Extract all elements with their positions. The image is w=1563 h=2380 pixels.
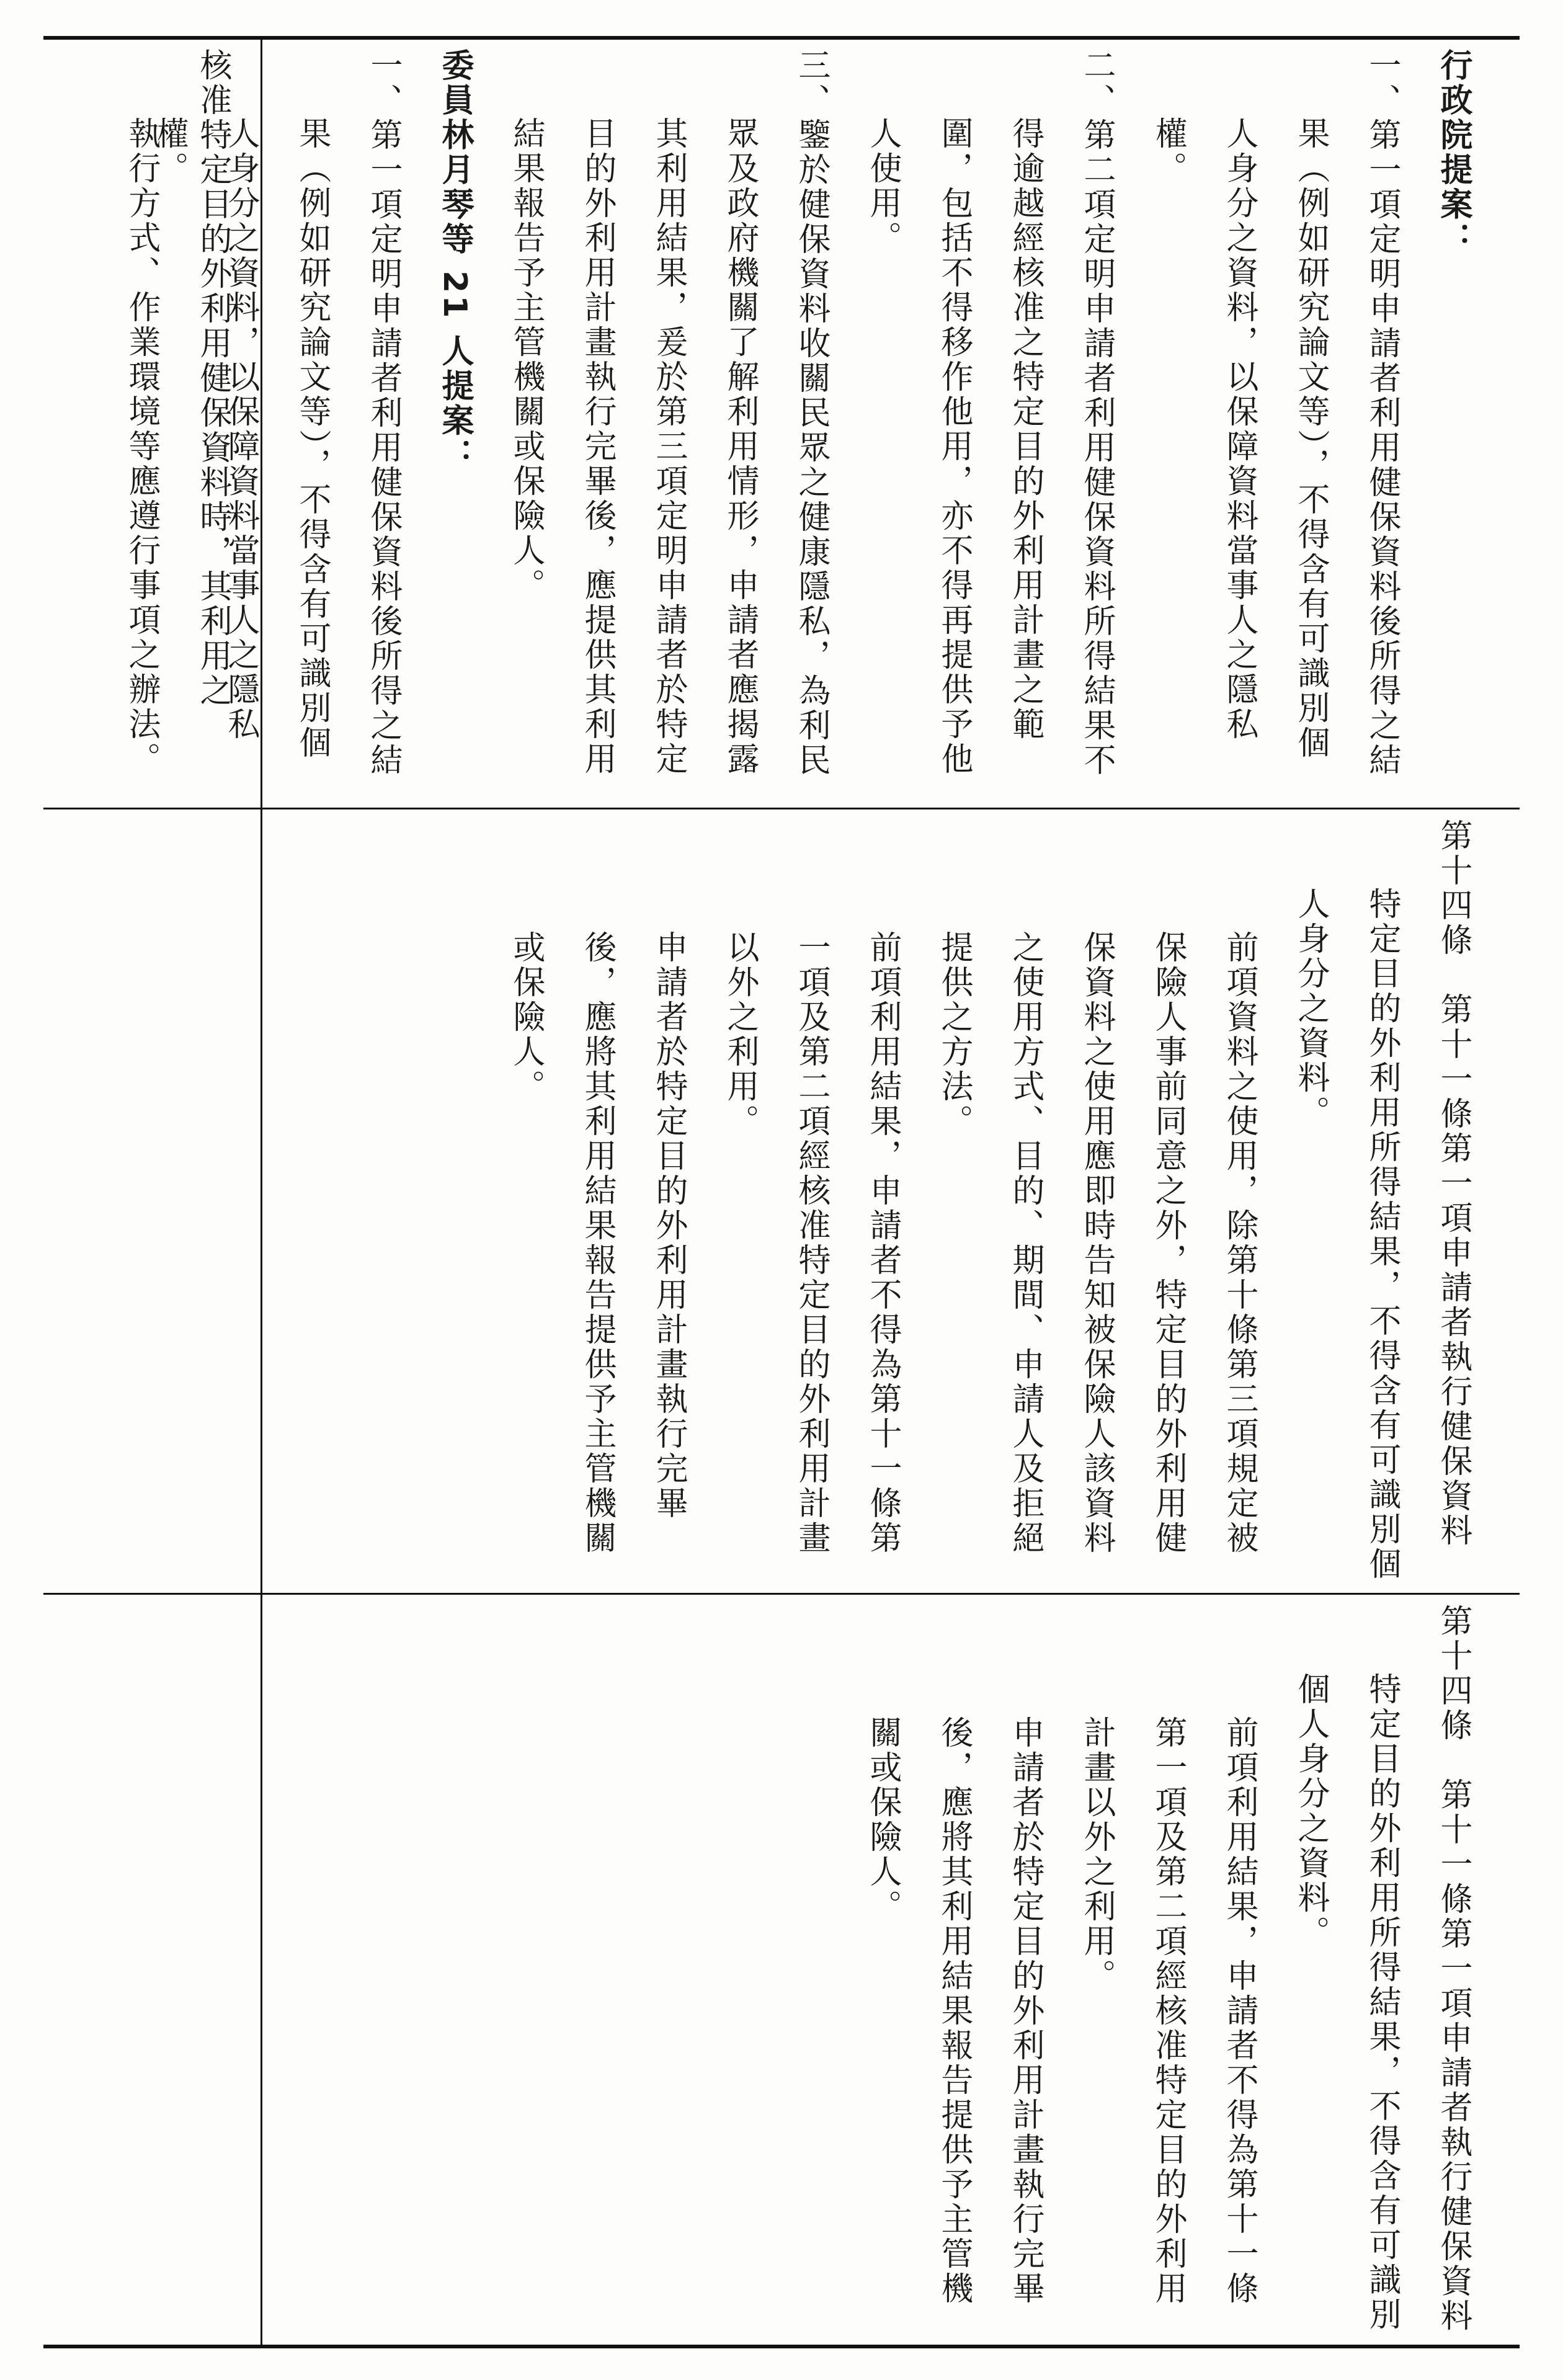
proposed-text-column bbox=[273, 819, 1489, 1582]
member-item: 一、第一項定明申請者利用健保資料後所得之結果（例如研究論文等），不得含有可識別個人身分之資料，以保障資料當事人之隱私權。 bbox=[151, 48, 402, 778]
table-top-rule bbox=[43, 36, 1520, 40]
exec-item: 一、第一項定明申請者利用健保資料後所得之結果（例如研究論文等），不得含有可識別個人身分之資料，以保障資料當事人之隱私權。 bbox=[1149, 48, 1400, 778]
exec-heading: 行政院提案： bbox=[1435, 48, 1472, 257]
proposed-paragraph: 前項資料之使用，除第十條第三項規定被保險人事前同意之外，特定目的外利用健保資料之使用應即時告知被保險人該資料之使用方式、目的、期間、申請人及拒絕提供之方法。 bbox=[935, 930, 1258, 1556]
current-paragraph: 前項利用結果，申請者不得為第十一條第一項及第二項經核准特定目的外利用計畫以外之利用。 bbox=[1078, 1716, 1258, 2306]
proposed-paragraph: 第十四條 第十一條第一項申請者執行健保資料特定目的外利用所得結果，不得含有可識別個人身分之資料。 bbox=[1292, 819, 1472, 1582]
current-text-column bbox=[273, 1604, 1489, 2336]
proposed-paragraph: 前項利用結果，申請者不得為第十一條第一項及第二項經核准特定目的外利用計畫以外之利用。 bbox=[721, 930, 901, 1556]
member-heading: 委員林月琴等 21 人提案： bbox=[436, 48, 473, 473]
table-header-rule bbox=[43, 808, 1520, 809]
current-paragraph: 第十四條 第十一條第一項申請者執行健保資料特定目的外利用所得結果，不得含有可識別個人身分之資料。 bbox=[1292, 1604, 1472, 2333]
current-paragraph: 申請者於特定目的外利用計畫執行完畢後，應將其利用結果報告提供予主管機關或保險人。 bbox=[864, 1716, 1044, 2306]
proposed-paragraph: 申請者於特定目的外利用計畫執行完畢後，應將其利用結果報告提供予主管機關或保險人。 bbox=[507, 930, 687, 1556]
text-line: 核准特定目的外利用健保資料時，其利用之 bbox=[194, 48, 231, 708]
table-footer-rule bbox=[43, 2345, 1520, 2348]
text-line: 執行方式、作業環境等應遵行事項之辦法。 bbox=[123, 117, 160, 777]
table-bottom-rule bbox=[43, 1593, 1520, 1595]
exec-item: 二、第二項定明申請者利用健保資料所得結果不得逾越經核准之特定目的外利用計畫之範圍，包括不得移作他用，亦不得再提供予他人使用。 bbox=[864, 48, 1115, 778]
exec-item: 三、鑒於健保資料收關民眾之健康隱私，為利民眾及政府機關了解利用情形，申請者應揭露其利用結果，爰於第三項定明申請者於特定目的外利用計畫執行完畢後，應提供其利用結果報告予主管機關或保險人。 bbox=[507, 48, 830, 778]
